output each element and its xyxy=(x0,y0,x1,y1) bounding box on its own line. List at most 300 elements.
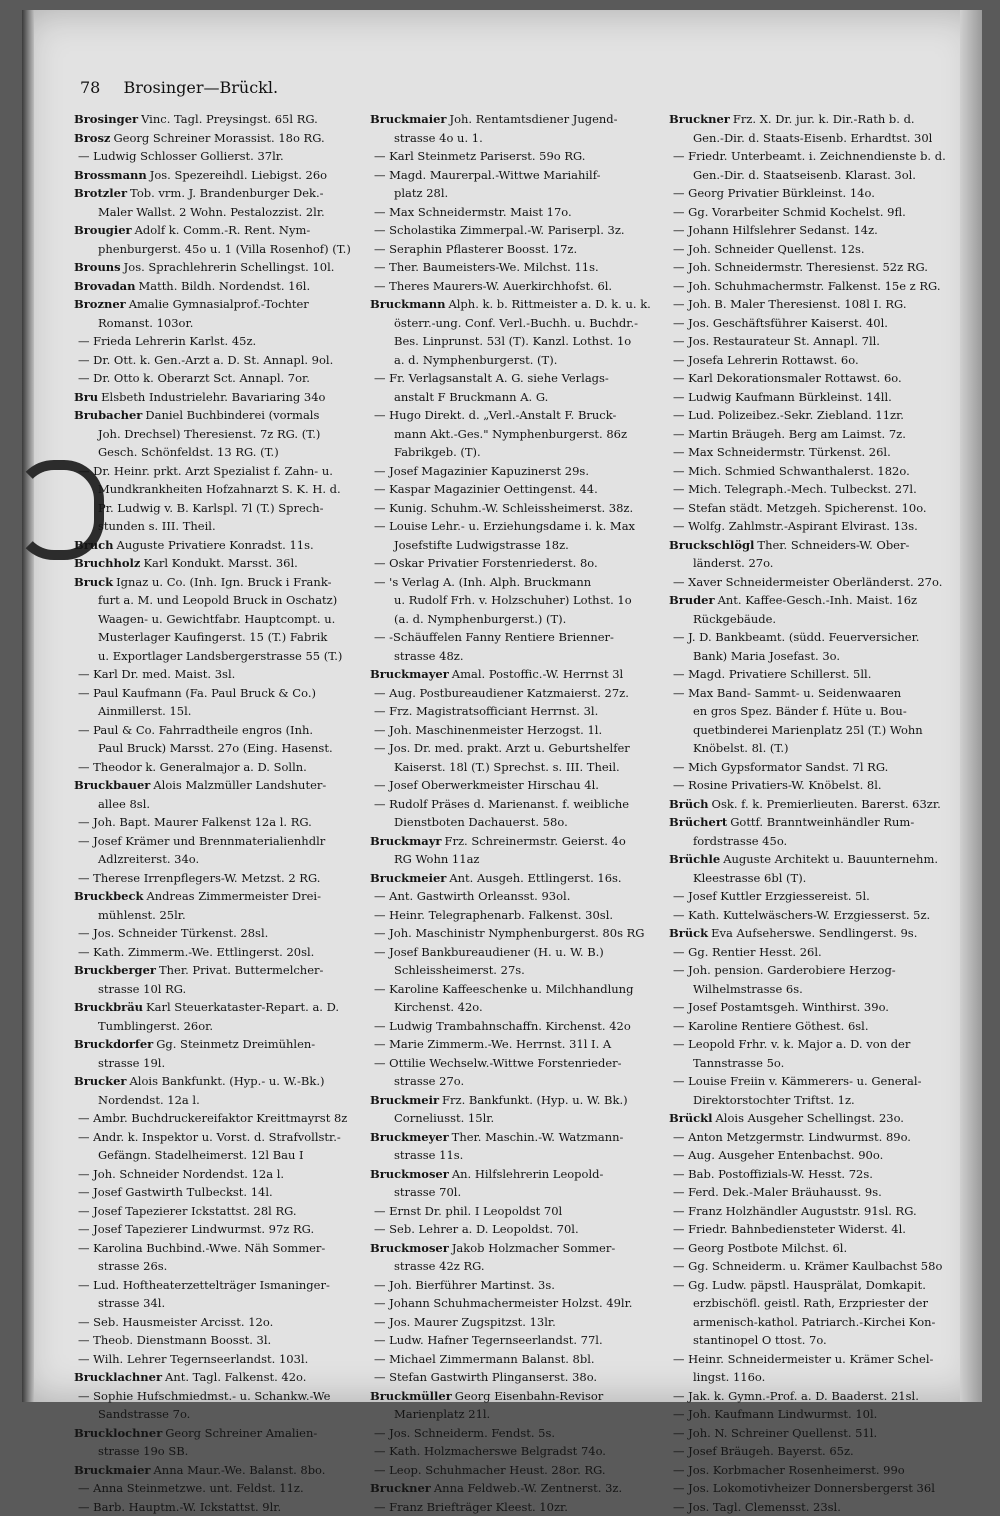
directory-entry xyxy=(669,1109,964,1128)
directory-subentry: — Heinr. Telegraphenarb. Falkenst. 30sl. xyxy=(370,906,665,925)
directory-subentry: — Gg. Rentier Hesst. 26l. xyxy=(669,943,964,962)
directory-subentry: — Aug. Ausgeher Entenbachst. 90o. xyxy=(669,1146,964,1165)
entry-continuation: Gen.-Dir. d. Staats-Eisenb. Erhardtst. 30l xyxy=(669,129,964,148)
column-middle xyxy=(370,110,665,1516)
directory-subentry: — Magd. Privatiere Schillerst. 5ll. xyxy=(669,665,964,684)
directory-subentry: — Ther. Baumeisters-We. Milchst. 11s. xyxy=(370,258,665,277)
entry-surname: Bruckmaier xyxy=(370,112,446,126)
directory-subentry: — Ludwig Trambahnschaffn. Kirchenst. 42o xyxy=(370,1017,665,1036)
directory-entry xyxy=(370,1387,665,1406)
directory-entry xyxy=(74,184,369,203)
directory-subentry: — Georg Postbote Milchst. 6l. xyxy=(669,1239,964,1258)
directory-entry xyxy=(370,110,665,129)
directory-subentry: — Hugo Direkt. d. „Verl.-Anstalt F. Bruck- xyxy=(370,406,665,425)
directory-subentry: — Gg. Schneiderm. u. Krämer Kaulbachst 58o xyxy=(669,1257,964,1276)
entry-continuation: Kirchenst. 42o. xyxy=(370,998,665,1017)
directory-entry xyxy=(370,1479,665,1498)
entry-continuation: u. Rudolf Frh. v. Holzschuher) Lothst. 1o xyxy=(370,591,665,610)
directory-entry xyxy=(74,573,369,592)
directory-subentry: — Aug. Postbureaudiener Katzmaierst. 27z. xyxy=(370,684,665,703)
directory-subentry: — Mich. Telegraph.-Mech. Tulbeckst. 27l. xyxy=(669,480,964,499)
entry-continuation: stantinopel O ttost. 7o. xyxy=(669,1331,964,1350)
directory-subentry: — Josef Tapezierer Lindwurmst. 97z RG. xyxy=(74,1220,369,1239)
entry-surname: Bruckmayr xyxy=(370,834,441,848)
directory-subentry: — Josef Bankbureaudiener (H. u. W. B.) xyxy=(370,943,665,962)
directory-entry xyxy=(74,536,369,555)
directory-subentry: — Josef Krämer und Brennmaterialienhdlr xyxy=(74,832,369,851)
entry-text: Ant. Tagl. Falkenst. 42o. xyxy=(165,1370,306,1384)
entry-continuation: en gros Spez. Bänder f. Hüte u. Bou- xyxy=(669,702,964,721)
directory-subentry: — Stefan Gastwirth Plinganserst. 38o. xyxy=(370,1368,665,1387)
directory-subentry: — Heinr. Schneidermeister u. Krämer Schel- xyxy=(669,1350,964,1369)
directory-subentry: — Lud. Hoftheaterzettelträger Ismaninger- xyxy=(74,1276,369,1295)
directory-subentry: — Seb. Lehrer a. D. Leopoldst. 70l. xyxy=(370,1220,665,1239)
entry-text: Alois Malzmüller Landshuter- xyxy=(153,778,326,792)
page-header xyxy=(80,78,278,97)
entry-text: Georg Schreiner Morassist. 18o RG. xyxy=(113,131,324,145)
entry-surname: Bruckmoser xyxy=(370,1241,449,1255)
entry-continuation: platz 28l. xyxy=(370,184,665,203)
directory-subentry: — Jak. k. Gymn.-Prof. a. D. Baaderst. 21sl. xyxy=(669,1387,964,1406)
entry-continuation: Nordendst. 12a l. xyxy=(74,1091,369,1110)
directory-subentry: — Kaspar Magazinier Oettingenst. 44. xyxy=(370,480,665,499)
directory-subentry: — Jos. Tagl. Clemensst. 23sl. xyxy=(669,1498,964,1516)
entry-continuation: Pr. Ludwig v. B. Karlspl. 7l (T.) Sprech- xyxy=(74,499,369,518)
entry-continuation: Kleestrasse 6bl (T). xyxy=(669,869,964,888)
entry-surname: Brück xyxy=(669,926,708,940)
directory-subentry: — Michael Zimmermann Balanst. 8bl. xyxy=(370,1350,665,1369)
entry-surname: Bruchholz xyxy=(74,556,140,570)
entry-surname: Bruckbräu xyxy=(74,1000,143,1014)
entry-text: Gg. Steinmetz Dreimühlen- xyxy=(156,1037,315,1051)
directory-subentry: — Karl Dekorationsmaler Rottawst. 6o. xyxy=(669,369,964,388)
directory-entry xyxy=(74,258,369,277)
directory-subentry: — Mich Gypsformator Sandst. 7l RG. xyxy=(669,758,964,777)
entry-continuation: strasse 4o u. 1. xyxy=(370,129,665,148)
entry-surname: Bruckbeck xyxy=(74,889,143,903)
directory-subentry: — Josef Gastwirth Tulbeckst. 14l. xyxy=(74,1183,369,1202)
directory-entry xyxy=(370,1091,665,1110)
entry-continuation: anstalt F Bruckmann A. G. xyxy=(370,388,665,407)
entry-continuation: Gefängn. Stadelheimerst. 12l Bau I xyxy=(74,1146,369,1165)
entry-continuation: Dienstboten Dachauerst. 58o. xyxy=(370,813,665,832)
entry-surname: Brosinger xyxy=(74,112,138,126)
entry-continuation: strasse 27o. xyxy=(370,1072,665,1091)
directory-subentry: — Johann Schuhmachermeister Holzst. 49lr. xyxy=(370,1294,665,1313)
running-head: Brosinger—Brückl. xyxy=(123,78,278,97)
entry-continuation: Fabrikgeb. (T). xyxy=(370,443,665,462)
directory-subentry: — Joh. Schneider Nordendst. 12a l. xyxy=(74,1165,369,1184)
entry-continuation: Knöbelst. 8l. (T.) xyxy=(669,739,964,758)
entry-text: Ther. Privat. Buttermelcher- xyxy=(159,963,323,977)
entry-surname: Bruckbauer xyxy=(74,778,150,792)
entry-continuation: strasse 70l. xyxy=(370,1183,665,1202)
entry-continuation: Wilhelmstrasse 6s. xyxy=(669,980,964,999)
entry-continuation: phenburgerst. 45o u. 1 (Villa Rosenhof) (T.) xyxy=(74,240,369,259)
entry-surname: Brüch xyxy=(669,797,709,811)
page-number: 78 xyxy=(80,78,100,97)
entry-continuation: österr.-ung. Conf. Verl.-Buchh. u. Buchdr.- xyxy=(370,314,665,333)
entry-text: Ant. Ausgeh. Ettlingerst. 16s. xyxy=(449,871,621,885)
directory-entry xyxy=(669,795,964,814)
entry-text: Auguste Privatiere Konradst. 11s. xyxy=(117,538,314,552)
directory-entry xyxy=(74,1424,369,1443)
directory-entry xyxy=(370,869,665,888)
directory-subentry: — Joh. pension. Garderobiere Herzog- xyxy=(669,961,964,980)
directory-subentry: — Frieda Lehrerin Karlst. 45z. xyxy=(74,332,369,351)
directory-subentry: — Karl Dr. med. Maist. 3sl. xyxy=(74,665,369,684)
directory-subentry: — Seraphin Pflasterer Boosst. 17z. xyxy=(370,240,665,259)
entry-text: Frz. Schreinermstr. Geierst. 4o xyxy=(444,834,625,848)
entry-text: Eva Aufseherswe. Sendlingerst. 9s. xyxy=(711,926,917,940)
column-left xyxy=(74,110,369,1516)
entry-continuation: (a. d. Nymphenburgerst.) (T). xyxy=(370,610,665,629)
entry-continuation: Adlzreiterst. 34o. xyxy=(74,850,369,869)
directory-entry xyxy=(74,221,369,240)
directory-subentry: — Rudolf Präses d. Marienanst. f. weibliche xyxy=(370,795,665,814)
entry-continuation: mühlenst. 25lr. xyxy=(74,906,369,925)
directory-subentry: — Leopold Frhr. v. k. Major a. D. von der xyxy=(669,1035,964,1054)
directory-subentry: — Friedr. Unterbeamt. i. Zeichnendienste b. d. xyxy=(669,147,964,166)
entry-continuation: u. Exportlager Landsbergerstrasse 55 (T.) xyxy=(74,647,369,666)
entry-text: Tob. vrm. J. Brandenburger Dek.- xyxy=(130,186,324,200)
directory-subentry: — Jos. Geschäftsführer Kaiserst. 40l. xyxy=(669,314,964,333)
entry-continuation: strasse 11s. xyxy=(370,1146,665,1165)
directory-subentry: — Seb. Hausmeister Arcisst. 12o. xyxy=(74,1313,369,1332)
entry-text: Frz. Bankfunkt. (Hyp. u. W. Bk.) xyxy=(442,1093,628,1107)
directory-subentry: — Josef Tapezierer Ickstattst. 28l RG. xyxy=(74,1202,369,1221)
directory-entry xyxy=(74,887,369,906)
entry-text: Alois Ausgeher Schellingst. 23o. xyxy=(715,1111,903,1125)
directory-subentry: — Paul & Co. Fahrradtheile engros (Inh. xyxy=(74,721,369,740)
directory-subentry: — Jos. Schneiderm. Fendst. 5s. xyxy=(370,1424,665,1443)
entry-surname: Brozner xyxy=(74,297,126,311)
directory-subentry: — Josef Bräugeh. Bayerst. 65z. xyxy=(669,1442,964,1461)
directory-subentry: — Kunig. Schuhm.-W. Schleissheimerst. 38z. xyxy=(370,499,665,518)
entry-continuation: Mundkrankheiten Hofzahnarzt S. K. H. d. xyxy=(74,480,369,499)
entry-continuation: Tannstrasse 5o. xyxy=(669,1054,964,1073)
directory-entry xyxy=(669,813,964,832)
entry-continuation: fordstrasse 45o. xyxy=(669,832,964,851)
directory-subentry: — Max Band- Sammt- u. Seidenwaaren xyxy=(669,684,964,703)
directory-entry xyxy=(74,998,369,1017)
directory-page xyxy=(22,10,982,1402)
entry-continuation: stunden s. III. Theil. xyxy=(74,517,369,536)
entry-continuation: Musterlager Kaufingerst. 15 (T.) Fabrik xyxy=(74,628,369,647)
directory-subentry: — Dr. Otto k. Oberarzt Sct. Annapl. 7or. xyxy=(74,369,369,388)
entry-continuation: a. d. Nymphenburgerst. (T). xyxy=(370,351,665,370)
directory-subentry: — -Schäuffelen Fanny Rentiere Brienner- xyxy=(370,628,665,647)
entry-text: Anna Maur.-We. Balanst. 8bo. xyxy=(153,1463,325,1477)
entry-continuation: quetbinderei Marienplatz 25l (T.) Wohn xyxy=(669,721,964,740)
directory-subentry: — Andr. k. Inspektor u. Vorst. d. Strafvollstr.- xyxy=(74,1128,369,1147)
directory-subentry: — Ludwig Schlosser Gollierst. 37lr. xyxy=(74,147,369,166)
directory-subentry: — Josefa Lehrerin Rottawst. 6o. xyxy=(669,351,964,370)
entry-surname: Brubacher xyxy=(74,408,142,422)
entry-text: Alois Bankfunkt. (Hyp.- u. W.-Bk.) xyxy=(130,1074,325,1088)
directory-entry xyxy=(669,110,964,129)
directory-subentry: — Louise Lehr.- u. Erziehungsdame i. k. Max xyxy=(370,517,665,536)
directory-entry xyxy=(74,406,369,425)
entry-text: Andreas Zimmermeister Drei- xyxy=(146,889,321,903)
column-right xyxy=(669,110,964,1516)
entry-surname: Bruckmüller xyxy=(370,1389,452,1403)
directory-subentry: — Wolfg. Zahlmstr.-Aspirant Elvirast. 13s. xyxy=(669,517,964,536)
entry-continuation: Bes. Linprunst. 53l (T). Kanzl. Lothst. 1o xyxy=(370,332,665,351)
directory-subentry: — Theodor k. Generalmajor a. D. Solln. xyxy=(74,758,369,777)
directory-subentry: — Max Schneidermstr. Türkenst. 26l. xyxy=(669,443,964,462)
directory-subentry: — Bab. Postoffizials-W. Hesst. 72s. xyxy=(669,1165,964,1184)
entry-continuation: strasse 19l. xyxy=(74,1054,369,1073)
directory-subentry: — Dr. Heinr. prkt. Arzt Spezialist f. Zahn- u. xyxy=(74,462,369,481)
directory-subentry: — Gg. Vorarbeiter Schmid Kochelst. 9fl. xyxy=(669,203,964,222)
entry-text: Ant. Kaffee-Gesch.-Inh. Maist. 16z xyxy=(718,593,918,607)
directory-subentry: — Joh. Schneidermstr. Theresienst. 52z RG. xyxy=(669,258,964,277)
entry-continuation: armenisch-kathol. Patriarch.-Kirchei Kon- xyxy=(669,1313,964,1332)
directory-subentry: — J. D. Bankbeamt. (südd. Feuerversicher. xyxy=(669,628,964,647)
directory-subentry: — Kath. Holzmacherswe Belgradst 74o. xyxy=(370,1442,665,1461)
directory-subentry: — Paul Kaufmann (Fa. Paul Bruck & Co.) xyxy=(74,684,369,703)
entry-continuation: Maler Wallst. 2 Wohn. Pestalozzist. 2lr. xyxy=(74,203,369,222)
entry-continuation: Corneliusst. 15lr. xyxy=(370,1109,665,1128)
directory-subentry: — Georg Privatier Bürkleinst. 14o. xyxy=(669,184,964,203)
entry-text: An. Hilfslehrerin Leopold- xyxy=(452,1167,604,1181)
directory-subentry: — Wilh. Lehrer Tegernseerlandst. 103l. xyxy=(74,1350,369,1369)
directory-subentry: — Theob. Dienstmann Boosst. 3l. xyxy=(74,1331,369,1350)
entry-continuation: Kaiserst. 18l (T.) Sprechst. s. III. Theil. xyxy=(370,758,665,777)
directory-entry xyxy=(370,295,665,314)
directory-subentry: — Dr. Ott. k. Gen.-Arzt a. D. St. Annapl. 9ol. xyxy=(74,351,369,370)
entry-continuation: länderst. 27o. xyxy=(669,554,964,573)
directory-subentry: — Ernst Dr. phil. I Leopoldst 70l xyxy=(370,1202,665,1221)
directory-entry xyxy=(370,1128,665,1147)
entry-surname: Bruder xyxy=(669,593,715,607)
directory-subentry: — Josef Magazinier Kapuzinerst 29s. xyxy=(370,462,665,481)
directory-subentry: — Joh. N. Schreiner Quellenst. 51l. xyxy=(669,1424,964,1443)
directory-subentry: — Mich. Schmied Schwanthalerst. 182o. xyxy=(669,462,964,481)
entry-text: Frz. X. Dr. jur. k. Dir.-Rath b. d. xyxy=(733,112,915,126)
directory-subentry: — Ferd. Dek.-Maler Bräuhausst. 9s. xyxy=(669,1183,964,1202)
entry-surname: Brougier xyxy=(74,223,132,237)
entry-surname: Bruch xyxy=(74,538,114,552)
entry-surname: Bruckner xyxy=(669,112,730,126)
entry-continuation: strasse 48z. xyxy=(370,647,665,666)
entry-surname: Bruckmayer xyxy=(370,667,449,681)
directory-entry xyxy=(74,166,369,185)
entry-text: Jos. Spezereihdl. Liebigst. 26o xyxy=(150,168,327,182)
entry-surname: Bruckmeier xyxy=(370,871,446,885)
entry-text: Karl Steuerkataster-Repart. a. D. xyxy=(146,1000,339,1014)
entry-text: Ther. Maschin.-W. Watzmann- xyxy=(452,1130,624,1144)
entry-surname: Brosz xyxy=(74,131,110,145)
entry-continuation: furt a. M. und Leopold Bruck in Oschatz) xyxy=(74,591,369,610)
entry-text: Osk. f. k. Premierlieuten. Barerst. 63zr. xyxy=(712,797,941,811)
directory-subentry: — Stefan städt. Metzgeh. Spicherenst. 10o. xyxy=(669,499,964,518)
entry-surname: Bruckmeir xyxy=(370,1093,439,1107)
entry-continuation: Gesch. Schönfeldst. 13 RG. (T.) xyxy=(74,443,369,462)
directory-subentry: — Anton Metzgermstr. Lindwurmst. 89o. xyxy=(669,1128,964,1147)
entry-text: Georg Eisenbahn-Revisor xyxy=(455,1389,604,1403)
entry-surname: Bruckmoser xyxy=(370,1167,449,1181)
entry-surname: Bruckschlögl xyxy=(669,538,754,552)
directory-subentry: — Jos. Dr. med. prakt. Arzt u. Geburtshelfer xyxy=(370,739,665,758)
directory-entry xyxy=(74,295,369,314)
entry-continuation: Rückgebäude. xyxy=(669,610,964,629)
directory-subentry: — Jos. Lokomotivheizer Donnersbergerst 36l xyxy=(669,1479,964,1498)
directory-entry xyxy=(74,961,369,980)
directory-subentry: — Joh. Kaufmann Lindwurmst. 10l. xyxy=(669,1405,964,1424)
directory-subentry: — Sophie Hufschmiedmst.- u. Schankw.-We xyxy=(74,1387,369,1406)
entry-continuation: Joh. Drechsel) Theresienst. 7z RG. (T.) xyxy=(74,425,369,444)
directory-entry xyxy=(370,832,665,851)
directory-subentry: — Oskar Privatier Forstenriederst. 8o. xyxy=(370,554,665,573)
directory-subentry: — Jos. Korbmacher Rosenheimerst. 99o xyxy=(669,1461,964,1480)
directory-subentry: — Johann Hilfslehrer Sedanst. 14z. xyxy=(669,221,964,240)
directory-subentry: — Ludwig Kaufmann Bürkleinst. 14ll. xyxy=(669,388,964,407)
directory-subentry: — Marie Zimmerm.-We. Herrnst. 31l I. A xyxy=(370,1035,665,1054)
entry-continuation: strasse 10l RG. xyxy=(74,980,369,999)
directory-subentry: — Ambr. Buchdruckereifaktor Kreittmayrst 8z xyxy=(74,1109,369,1128)
directory-subentry: — Kath. Kuttelwäschers-W. Erzgiesserst. 5z. xyxy=(669,906,964,925)
directory-subentry: — Fr. Verlagsanstalt A. G. siehe Verlags- xyxy=(370,369,665,388)
entry-text: Georg Schreiner Amalien- xyxy=(165,1426,317,1440)
entry-continuation: Marienplatz 21l. xyxy=(370,1405,665,1424)
entry-surname: Brüchert xyxy=(669,815,727,829)
directory-subentry: — Joh. Schneider Quellenst. 12s. xyxy=(669,240,964,259)
entry-surname: Brucklachner xyxy=(74,1370,162,1384)
entry-surname: Brovadan xyxy=(74,279,135,293)
entry-surname: Bruckmann xyxy=(370,297,445,311)
directory-subentry: — Anna Steinmetzwe. unt. Feldst. 11z. xyxy=(74,1479,369,1498)
directory-subentry: — Louise Freiin v. Kämmerers- u. General- xyxy=(669,1072,964,1091)
entry-text: Auguste Architekt u. Bauunternehm. xyxy=(723,852,938,866)
directory-subentry: — Karoline Kaffeeschenke u. Milchhandlung xyxy=(370,980,665,999)
entry-text: Daniel Buchbinderei (vormals xyxy=(145,408,319,422)
entry-continuation: Sandstrasse 7o. xyxy=(74,1405,369,1424)
directory-subentry: — Theres Maurers-W. Auerkirchhofst. 6l. xyxy=(370,277,665,296)
directory-subentry: — Josef Kuttler Erzgiessereist. 5l. xyxy=(669,887,964,906)
directory-entry xyxy=(74,1368,369,1387)
entry-continuation: mann Akt.-Ges." Nymphenburgerst. 86z xyxy=(370,425,665,444)
entry-text: Ther. Schneiders-W. Ober- xyxy=(757,538,909,552)
entry-continuation: RG Wohn 11az xyxy=(370,850,665,869)
entry-surname: Brouns xyxy=(74,260,121,274)
directory-entry xyxy=(669,591,964,610)
directory-entry xyxy=(74,1035,369,1054)
directory-entry xyxy=(669,850,964,869)
directory-entry xyxy=(74,110,369,129)
directory-subentry: — Magd. Maurerpal.-Wittwe Mariahilf- xyxy=(370,166,665,185)
entry-text: Karl Kondukt. Marsst. 36l. xyxy=(143,556,297,570)
directory-subentry: — Joh. Maschinenmeister Herzogst. 1l. xyxy=(370,721,665,740)
directory-subentry: — Scholastika Zimmerpal.-W. Pariserpl. 3z. xyxy=(370,221,665,240)
directory-subentry: — Karolina Buchbind.-Wwe. Näh Sommer- xyxy=(74,1239,369,1258)
entry-continuation: Ainmillerst. 15l. xyxy=(74,702,369,721)
entry-continuation: Paul Bruck) Marsst. 27o (Eing. Hasenst. xyxy=(74,739,369,758)
entry-surname: Brucklochner xyxy=(74,1426,162,1440)
directory-subentry: — Therese Irrenpflegers-W. Metzst. 2 RG. xyxy=(74,869,369,888)
directory-subentry: — Leop. Schuhmacher Heust. 28or. RG. xyxy=(370,1461,665,1480)
directory-entry xyxy=(74,1072,369,1091)
directory-subentry: — Josef Oberwerkmeister Hirschau 4l. xyxy=(370,776,665,795)
entry-continuation: allee 8sl. xyxy=(74,795,369,814)
entry-text: Gottf. Branntweinhändler Rum- xyxy=(730,815,914,829)
entry-surname: Brüchle xyxy=(669,852,720,866)
entry-surname: Brotzler xyxy=(74,186,127,200)
entry-continuation: lingst. 116o. xyxy=(669,1368,964,1387)
directory-subentry: — Frz. Magistratsofficiant Herrnst. 3l. xyxy=(370,702,665,721)
entry-surname: Brossmann xyxy=(74,168,147,182)
directory-subentry: — Joh. Bapt. Maurer Falkenst 12a l. RG. xyxy=(74,813,369,832)
directory-subentry: — Lud. Polizeibez.-Sekr. Ziebland. 11zr. xyxy=(669,406,964,425)
directory-entry xyxy=(74,129,369,148)
entry-text: Amal. Postoffic.-W. Herrnst 3l xyxy=(452,667,623,681)
entry-text: Jos. Sprachlehrerin Schellingst. 10l. xyxy=(124,260,335,274)
entry-text: Joh. Rentamtsdiener Jugend- xyxy=(449,112,617,126)
directory-subentry: — Friedr. Bahnbediensteter Widerst. 4l. xyxy=(669,1220,964,1239)
directory-subentry: — Franz Briefträger Kleest. 10zr. xyxy=(370,1498,665,1516)
directory-subentry: — Franz Holzhändler Auguststr. 91sl. RG. xyxy=(669,1202,964,1221)
directory-entry xyxy=(74,554,369,573)
entry-surname: Bruckner xyxy=(370,1481,431,1495)
entry-continuation: strasse 26s. xyxy=(74,1257,369,1276)
entry-text: Adolf k. Comm.-R. Rent. Nym- xyxy=(135,223,311,237)
directory-entry xyxy=(74,1461,369,1480)
entry-continuation: Waagen- u. Gewichtfabr. Hauptcompt. u. xyxy=(74,610,369,629)
directory-subentry: — Joh. Bierführer Martinst. 3s. xyxy=(370,1276,665,1295)
entry-text: Vinc. Tagl. Preysingst. 65l RG. xyxy=(141,112,318,126)
directory-subentry: — Martin Bräugeh. Berg am Laimst. 7z. xyxy=(669,425,964,444)
directory-entry xyxy=(669,924,964,943)
entry-continuation: Gen.-Dir. d. Staatseisenb. Klarast. 3ol. xyxy=(669,166,964,185)
directory-subentry: — Karl Steinmetz Pariserst. 59o RG. xyxy=(370,147,665,166)
directory-entry xyxy=(74,388,369,407)
entry-continuation: Direktorstochter Triftst. 1z. xyxy=(669,1091,964,1110)
directory-subentry: — Barb. Hauptm.-W. Ickstattst. 9lr. xyxy=(74,1498,369,1516)
directory-subentry: — Max Schneidermstr. Maist 17o. xyxy=(370,203,665,222)
entry-surname: Bru xyxy=(74,390,98,404)
directory-subentry: — Ottilie Wechselw.-Wittwe Forstenrieder- xyxy=(370,1054,665,1073)
directory-entry xyxy=(74,776,369,795)
directory-subentry: — Gg. Ludw. päpstl. Hausprälat, Domkapit. xyxy=(669,1276,964,1295)
entry-text: Jakob Holzmacher Sommer- xyxy=(452,1241,615,1255)
entry-text: Amalie Gymnasialprof.-Tochter xyxy=(129,297,309,311)
entry-continuation: strasse 34l. xyxy=(74,1294,369,1313)
entry-continuation: Romanst. 103or. xyxy=(74,314,369,333)
entry-continuation: Josefstifte Ludwigstrasse 18z. xyxy=(370,536,665,555)
entry-text: Matth. Bildh. Nordendst. 16l. xyxy=(138,279,310,293)
entry-surname: Bruck xyxy=(74,575,113,589)
directory-subentry: — Karoline Rentiere Göthest. 6sl. xyxy=(669,1017,964,1036)
directory-subentry: — Joh. Schuhmachermstr. Falkenst. 15e z RG. xyxy=(669,277,964,296)
directory-subentry: — Xaver Schneidermeister Oberländerst. 27o. xyxy=(669,573,964,592)
entry-continuation: Schleissheimerst. 27s. xyxy=(370,961,665,980)
entry-surname: Brückl xyxy=(669,1111,712,1125)
directory-subentry: — Jos. Restaurateur St. Annapl. 7ll. xyxy=(669,332,964,351)
entry-continuation: erzbischöfl. geistl. Rath, Erzpriester der xyxy=(669,1294,964,1313)
directory-subentry: — Joh. B. Maler Theresienst. 108l I. RG. xyxy=(669,295,964,314)
directory-entry xyxy=(370,1239,665,1258)
directory-subentry: — Josef Postamtsgeh. Winthirst. 39o. xyxy=(669,998,964,1017)
directory-entry xyxy=(74,277,369,296)
entry-continuation: strasse 19o SB. xyxy=(74,1442,369,1461)
entry-text: Ignaz u. Co. (Inh. Ign. Bruck i Frank- xyxy=(116,575,331,589)
book-spine-shadow xyxy=(22,10,34,1402)
directory-entry xyxy=(370,665,665,684)
entry-text: Anna Feldweb.-W. Zentnerst. 3z. xyxy=(434,1481,622,1495)
directory-subentry: — Ant. Gastwirth Orleansst. 93ol. xyxy=(370,887,665,906)
entry-surname: Bruckberger xyxy=(74,963,156,977)
